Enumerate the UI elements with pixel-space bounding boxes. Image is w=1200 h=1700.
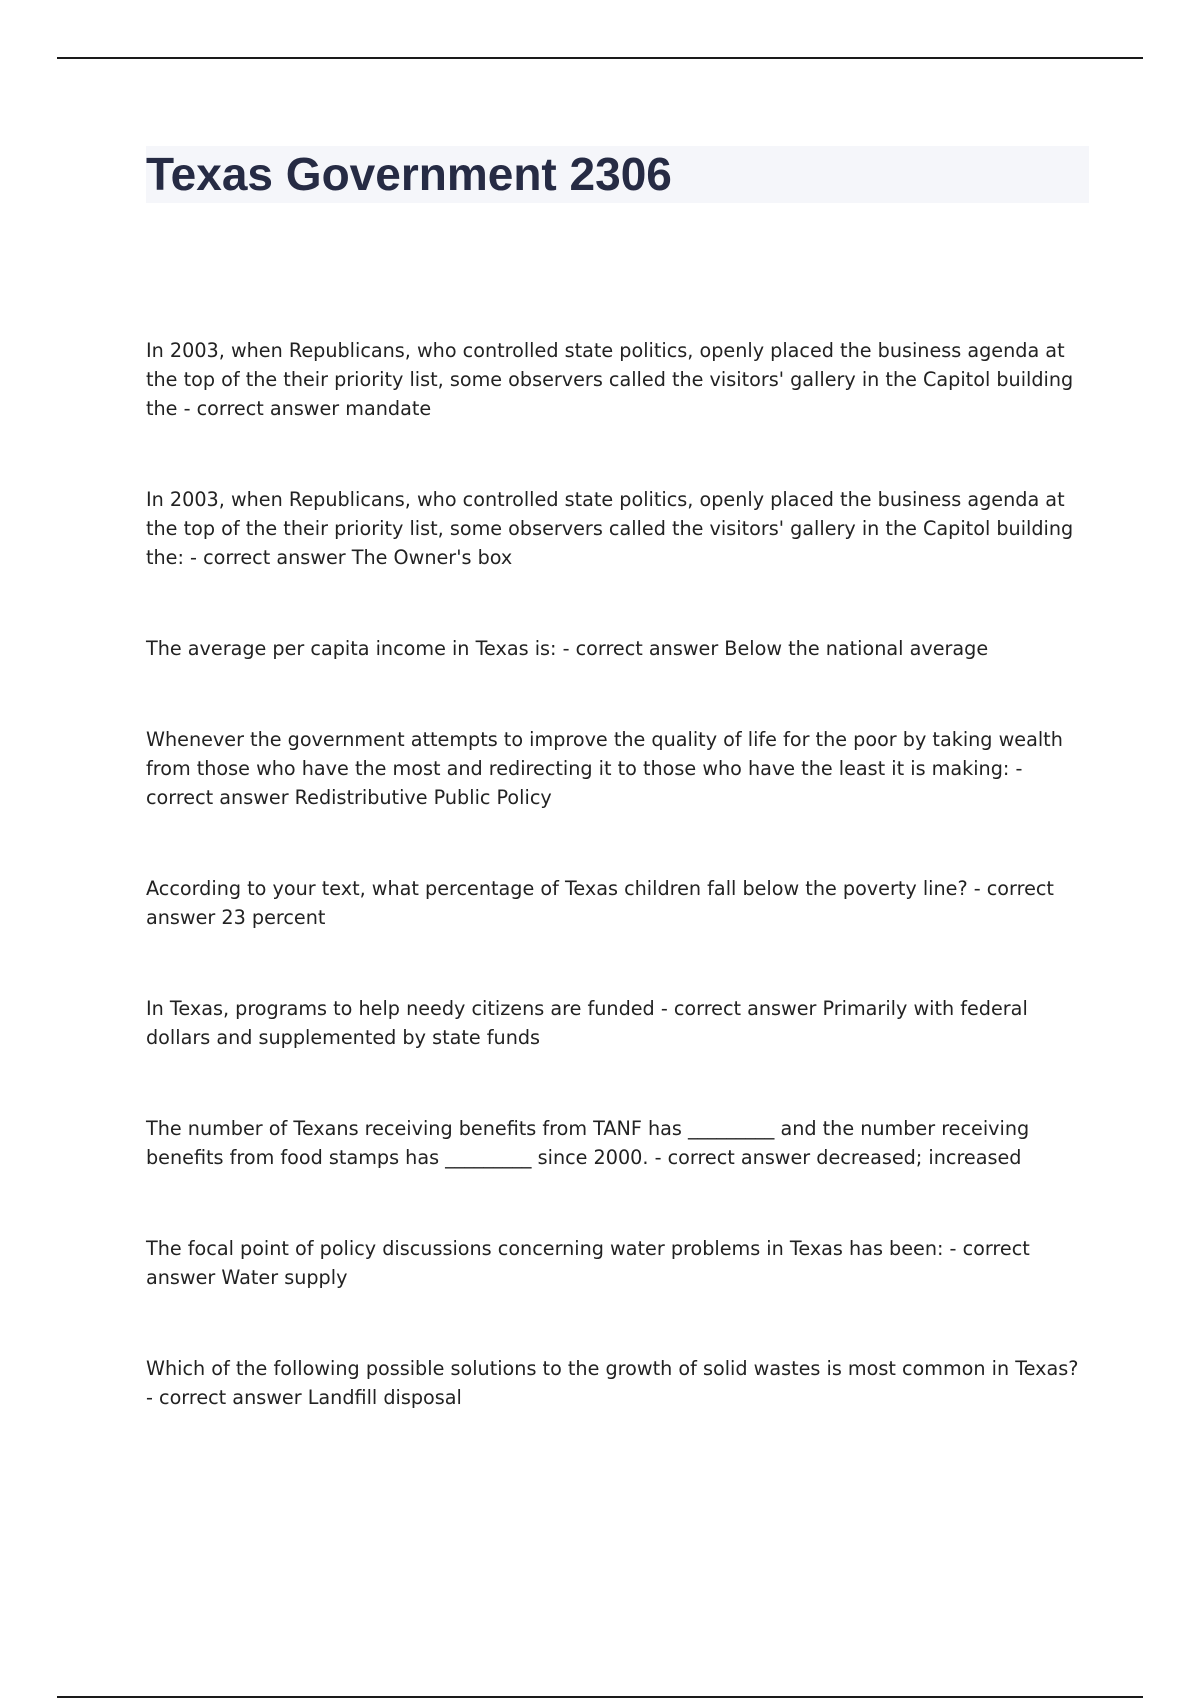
qa-item: In 2003, when Republicans, who controlled state politics, openly placed the business agenda at the top of the their priority list, some observers called the visitors' gallery in the Capitol building the: - correct answer The Owner's box	[146, 488, 1074, 569]
qa-item: The number of Texans receiving benefits from TANF has _________ and the number receiving benefits from food stamps has _________ since 2000. - correct answer decreased; increased	[146, 1117, 1030, 1169]
footer-rule	[57, 1696, 1143, 1698]
qa-item: The focal point of policy discussions concerning water problems in Texas has been: - correct answer Water supply	[146, 1237, 1030, 1289]
header-rule	[57, 57, 1143, 59]
qa-item: In Texas, programs to help needy citizens are funded - correct answer Primarily with federal dollars and supplemented by state funds	[146, 997, 1028, 1049]
qa-item: Whenever the government attempts to improve the quality of life for the poor by taking wealth from those who have the most and redirecting it to those who have the least it is making: - correct answer Redistributive Public Policy	[146, 728, 1063, 809]
qa-list	[146, 336, 1086, 1474]
qa-item: According to your text, what percentage of Texas children fall below the poverty line? - correct answer 23 percent	[146, 877, 1054, 929]
document-title: Texas Government 2306	[146, 148, 672, 200]
qa-item: In 2003, when Republicans, who controlled state politics, openly placed the business agenda at the top of the their priority list, some observers called the visitors' gallery in the Capitol building the - correct answer mandate	[146, 339, 1074, 420]
qa-item: The average per capita income in Texas is: - correct answer Below the national average	[146, 637, 989, 660]
qa-item: Which of the following possible solutions to the growth of solid wastes is most common in Texas? - correct answer Landfill disposal	[146, 1357, 1079, 1409]
